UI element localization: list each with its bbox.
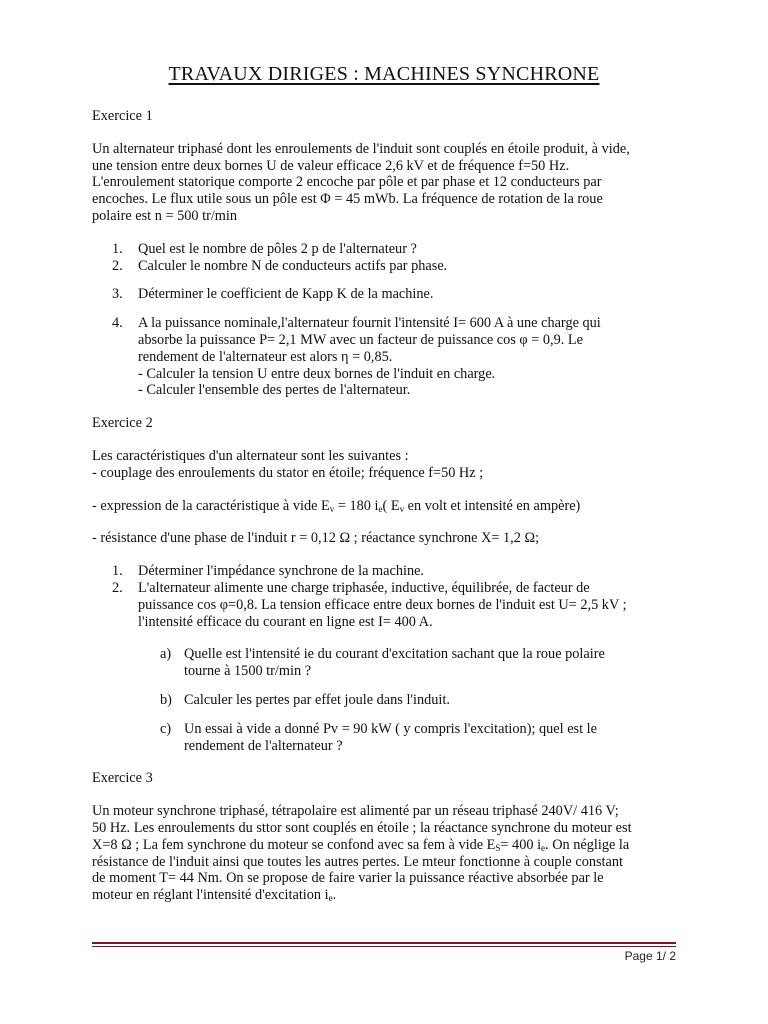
no-load-characteristic	[92, 498, 682, 515]
question-number: 1.	[112, 563, 123, 580]
question-number: 4.	[112, 315, 123, 332]
subscript: e	[541, 842, 546, 853]
exercise-3-statement	[92, 803, 682, 904]
question-number: 3.	[112, 286, 123, 303]
statement-line	[92, 837, 629, 853]
characteristics-line: - couplage des enroulements du stator en étoile; fréquence f=50 Hz ;	[92, 464, 484, 481]
subquestion-letter: c)	[160, 720, 172, 737]
statement-line: de moment T= 44 Nm. On se propose de faire varier la puissance réactive absorbée par le	[92, 870, 604, 887]
subscript: v	[399, 503, 405, 514]
subquestion-b	[92, 692, 682, 709]
text-run: - expression de la caractéristique à vide E	[92, 497, 330, 514]
text-run: X=8 Ω ; La fem synchrone du moteur se confond avec sa fem à vide E	[92, 836, 496, 853]
exercise-2-subquestions	[92, 646, 682, 754]
exercise-1-intro	[92, 141, 682, 225]
question-text: Quelle est l'intensité ie du courant d'excitation sachant que la roue polaire	[184, 646, 605, 663]
question-text: A la puissance nominale,l'alternateur fournit l'intensité I= 600 A à une charge qui	[138, 315, 601, 332]
question-text: Déterminer le coefficient de Kapp K de la machine.	[138, 286, 434, 303]
footer-divider	[92, 942, 676, 944]
intro-line: Un alternateur triphasé dont les enroulements de l'induit sont couplés en étoile produit, à vide,	[92, 140, 630, 157]
question-text: tourne à 1500 tr/min ?	[184, 663, 312, 680]
exercise-2-questions	[92, 563, 682, 630]
question-4	[92, 315, 682, 399]
exercise-2-characteristics	[92, 448, 682, 482]
question-text: Déterminer l'impédance synchrone de la machine.	[138, 563, 425, 580]
question-1	[92, 563, 682, 580]
subquestion-letter: a)	[160, 646, 172, 663]
statement-line: 50 Hz. Les enroulements du sttor sont couplés en étoile ; la réactance synchrone du moteur est	[92, 819, 632, 836]
phase-resistance: - résistance d'une phase de l'induit r = 0,12 Ω ; réactance synchrone X= 1,2 Ω;	[92, 530, 540, 547]
exercise-2-heading: Exercice 2	[92, 415, 153, 432]
question-text: Un essai à vide a donné Pv = 90 kW ( y compris l'excitation); quel est le	[184, 720, 597, 737]
text-run: = 180 i	[334, 497, 379, 514]
question-number: 2.	[112, 257, 123, 274]
subscript: e	[328, 893, 333, 904]
question-3	[92, 286, 682, 303]
page-number: Page 1/ 2	[624, 949, 676, 963]
statement-line: Un moteur synchrone triphasé, tétrapolaire est alimenté par un réseau triphasé 240V/ 416 V;	[92, 803, 619, 820]
question-2	[92, 580, 682, 630]
statement-line: résistance de l'induit ainsi que toutes les autres pertes. Le mteur fonctionne à couple constant	[92, 853, 623, 870]
intro-line: L'enroulement statorique comporte 2 encoche par pôle et par phase et 12 conducteurs par	[92, 174, 602, 191]
question-number: 2.	[112, 579, 123, 596]
subquestion-c	[92, 721, 682, 755]
question-text: rendement de l'alternateur ?	[184, 737, 343, 754]
text-run: ( E	[382, 497, 400, 514]
exercise-1-questions	[92, 241, 682, 399]
question-text: l'intensité efficace du courant en ligne est I= 400 A.	[138, 613, 433, 630]
question-1	[92, 241, 682, 258]
question-text: - Calculer l'ensemble des pertes de l'alternateur.	[138, 382, 411, 399]
text-run: .	[332, 887, 337, 904]
exercise-1-heading: Exercice 1	[92, 108, 153, 124]
question-text: Calculer le nombre N de conducteurs actifs par phase.	[138, 257, 448, 274]
intro-line: polaire est n = 500 tr/min	[92, 207, 238, 224]
subscript: v	[329, 503, 335, 514]
intro-line: encoches. Le flux utile sous un pôle est Φ = 45 mWb. La fréquence de rotation de la roue	[92, 191, 603, 208]
document-body	[92, 108, 682, 904]
exercise-3-heading: Exercice 3	[92, 770, 153, 787]
question-text: - Calculer la tension U entre deux bornes de l'induit en charge.	[138, 365, 496, 382]
text-run: . On néglige la	[545, 836, 630, 853]
text-run: en volt et intensité en ampère)	[404, 497, 581, 514]
question-text: Quel est le nombre de pôles 2 p de l'alternateur ?	[138, 240, 417, 257]
question-2	[92, 258, 682, 275]
text-run: = 400 i	[500, 836, 542, 853]
question-text: L'alternateur alimente une charge triphasée, inductive, équilibrée, de facteur de	[138, 579, 590, 596]
intro-line: une tension entre deux bornes U de valeur efficace 2,6 kV et de fréquence f=50 Hz.	[92, 157, 570, 174]
subquestion-a	[92, 646, 682, 680]
question-text: Calculer les pertes par effet joule dans l'induit.	[184, 691, 450, 708]
page-title: TRAVAUX DIRIGES : MACHINES SYNCHRONE	[168, 63, 600, 85]
text-run: moteur en réglant l'intensité d'excitation i	[92, 887, 329, 904]
question-number: 1.	[112, 240, 123, 257]
subscript: S	[495, 842, 501, 853]
statement-line	[92, 887, 336, 903]
subquestion-letter: b)	[160, 691, 172, 708]
characteristics-line: Les caractéristiques d'un alternateur sont les suivantes :	[92, 447, 409, 464]
question-text: rendement de l'alternateur est alors η = 0,85.	[138, 348, 393, 365]
subscript: e	[378, 503, 383, 514]
question-text: absorbe la puissance P= 2,1 MW avec un facteur de puissance cos φ = 0,9. Le	[138, 331, 583, 348]
question-text: puissance cos φ=0,8. La tension efficace entre deux bornes de l'induit est U= 2,5 kV ;	[138, 596, 627, 613]
footer-divider-thin	[92, 946, 676, 947]
